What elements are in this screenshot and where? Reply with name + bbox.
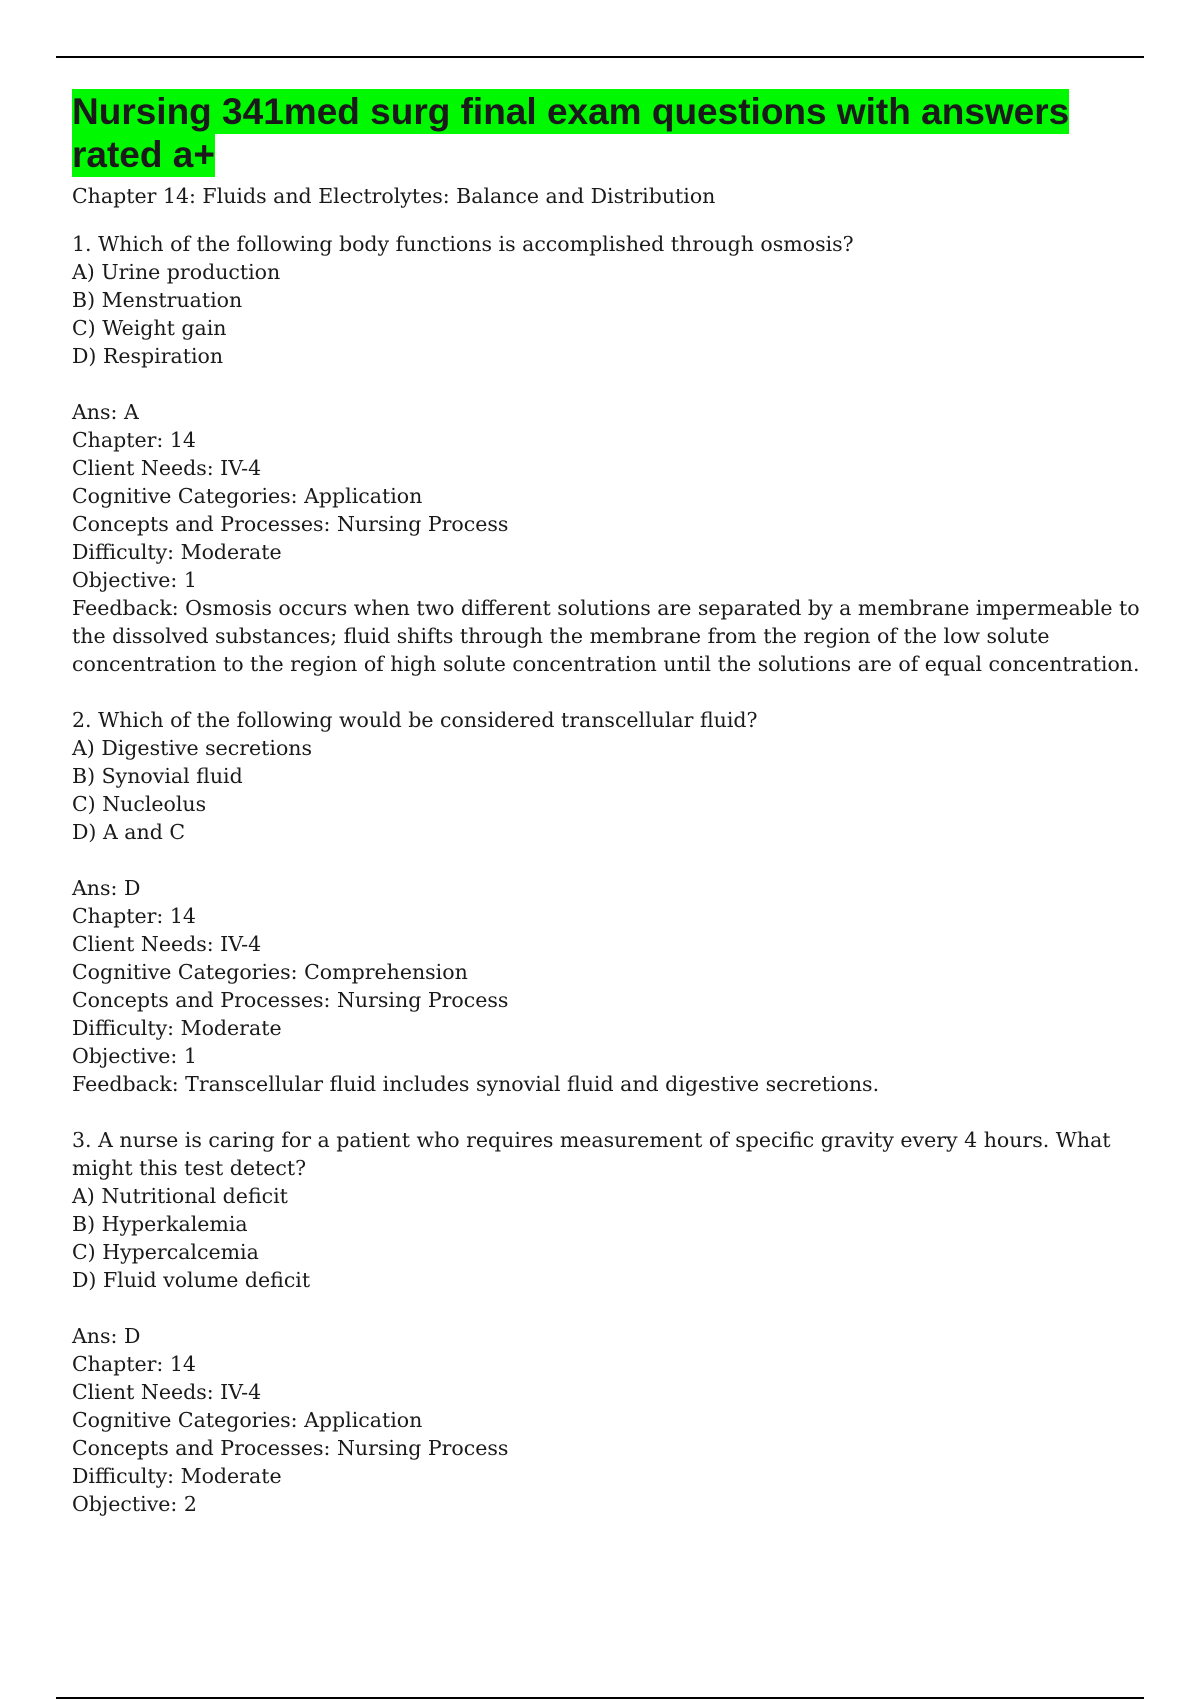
question-2 [72, 706, 1162, 1098]
answer: Ans: D [72, 1324, 141, 1348]
options-list [72, 1182, 1162, 1294]
question-text: 1. Which of the following body functions is accomplished through osmosis? [72, 232, 854, 256]
client-needs: Client Needs: IV-4 [72, 932, 262, 956]
chapter: Chapter: 14 [72, 1352, 196, 1376]
client-needs: Client Needs: IV-4 [72, 456, 262, 480]
top-rule [56, 56, 1144, 58]
option-c: C) Hypercalcemia [72, 1240, 259, 1264]
bottom-rule [56, 1697, 1144, 1699]
options-list [72, 258, 1162, 370]
question-text: 3. A nurse is caring for a patient who requires measurement of specific gravity every 4 hours. What might this test detect? [72, 1128, 1111, 1180]
answer-details [72, 1322, 1162, 1518]
option-d: D) Fluid volume deficit [72, 1268, 311, 1292]
document-body [72, 90, 1162, 1546]
option-a: A) Digestive secretions [72, 736, 313, 760]
question-text: 2. Which of the following would be considered transcellular fluid? [72, 708, 758, 732]
chapter: Chapter: 14 [72, 904, 196, 928]
options-list [72, 734, 1162, 846]
document-title-text: Nursing 341med surg final exam questions with answers rated a+ [72, 91, 1070, 175]
option-d: D) A and C [72, 820, 186, 844]
difficulty: Difficulty: Moderate [72, 1016, 282, 1040]
difficulty: Difficulty: Moderate [72, 1464, 282, 1488]
option-a: A) Urine production [72, 260, 281, 284]
concepts-processes: Concepts and Processes: Nursing Process [72, 988, 509, 1012]
cognitive-categories: Cognitive Categories: Comprehension [72, 960, 468, 984]
chapter-subtitle: Chapter 14: Fluids and Electrolytes: Balance and Distribution [72, 184, 716, 208]
concepts-processes: Concepts and Processes: Nursing Process [72, 1436, 509, 1460]
option-d: D) Respiration [72, 344, 224, 368]
difficulty: Difficulty: Moderate [72, 540, 282, 564]
option-c: C) Weight gain [72, 316, 227, 340]
concepts-processes: Concepts and Processes: Nursing Process [72, 512, 509, 536]
question-3 [72, 1126, 1162, 1518]
feedback: Feedback: Transcellular fluid includes synovial fluid and digestive secretions. [72, 1072, 880, 1096]
option-c: C) Nucleolus [72, 792, 207, 816]
document-title [72, 90, 1162, 176]
option-b: B) Hyperkalemia [72, 1212, 248, 1236]
feedback: Feedback: Osmosis occurs when two different solutions are separated by a membrane impermeable to the dissolved substances; fluid shifts through the membrane from the region of the low solute concentration to the region of high solute concentration until the solutions are of equal concentration. [72, 596, 1140, 676]
client-needs: Client Needs: IV-4 [72, 1380, 262, 1404]
question-1 [72, 230, 1162, 678]
answer: Ans: D [72, 876, 141, 900]
answer-details [72, 398, 1162, 678]
cognitive-categories: Cognitive Categories: Application [72, 1408, 423, 1432]
objective: Objective: 2 [72, 1492, 197, 1516]
option-b: B) Menstruation [72, 288, 243, 312]
cognitive-categories: Cognitive Categories: Application [72, 484, 423, 508]
option-a: A) Nutritional deficit [72, 1184, 288, 1208]
answer-details [72, 874, 1162, 1098]
objective: Objective: 1 [72, 568, 197, 592]
answer: Ans: A [72, 400, 139, 424]
option-b: B) Synovial fluid [72, 764, 243, 788]
chapter: Chapter: 14 [72, 428, 196, 452]
objective: Objective: 1 [72, 1044, 197, 1068]
